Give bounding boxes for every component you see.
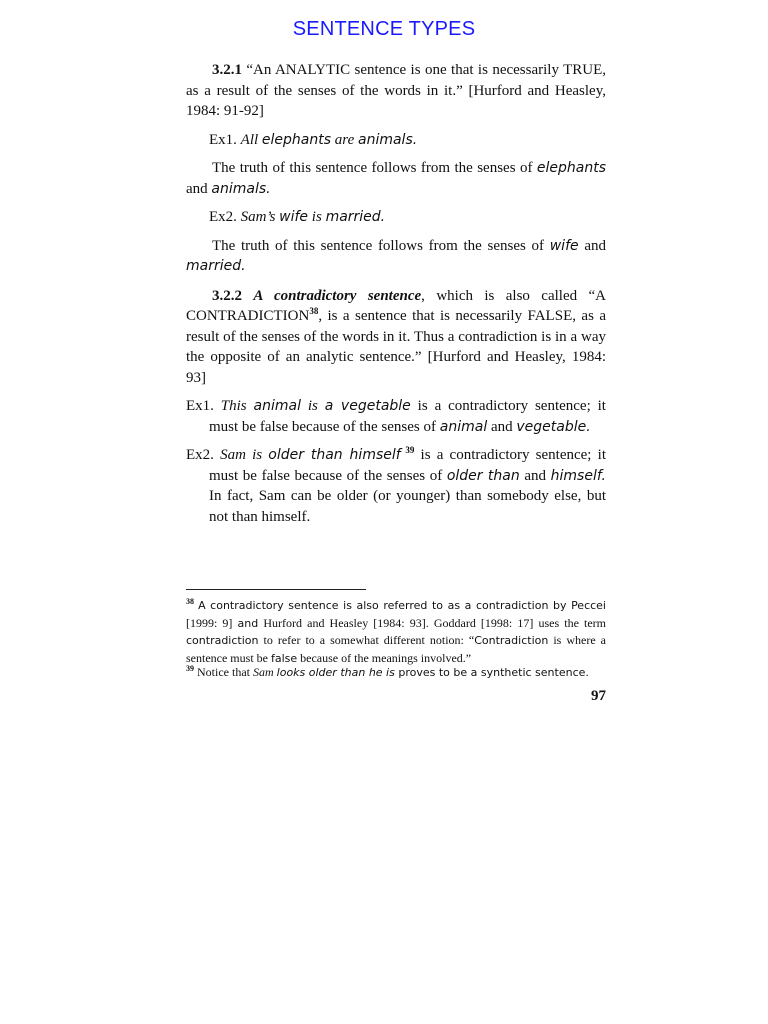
footnote-ref-38: 38	[309, 306, 319, 316]
example-1-contradiction	[186, 396, 606, 437]
footnote-text: A contradictory sentence	[198, 599, 339, 612]
paragraph-truth-2	[186, 236, 606, 277]
paragraph-text: and	[186, 180, 212, 197]
example-word: animal	[439, 418, 488, 435]
paragraph-text: , which is also called “A CONTRADICTION	[186, 287, 606, 324]
example-word: older than himself	[268, 447, 401, 463]
paragraph-text: is a contradictory sentence; it must be false because of the senses of	[209, 398, 606, 435]
example-word: animals.	[358, 131, 418, 148]
paragraph-truth-1	[186, 158, 606, 199]
footnote-text: to refer to a somewhat different notion: “	[258, 633, 475, 647]
footnote-text: synthetic sentence.	[480, 666, 589, 679]
footnote-text: by	[548, 599, 572, 612]
footnote-text: Sam	[252, 665, 277, 679]
example-word: Sam’s	[240, 209, 280, 225]
example-word: a vegetable	[324, 398, 411, 414]
footnote-number: 38	[186, 597, 194, 606]
paragraph-text: is a contradictory sentence; it must be false because of the senses of	[209, 447, 606, 484]
example-word: elephants	[536, 160, 606, 176]
paragraph-text: In fact, Sam can be older (or younger) than somebody else, but not than himself.	[209, 488, 606, 525]
main-text	[186, 60, 606, 527]
example-word: Sam is	[220, 447, 269, 463]
example-word: animal	[253, 398, 301, 414]
footnote-text: contradiction	[186, 634, 259, 647]
paragraph-3-2-2	[186, 286, 606, 389]
footnote-text: [1999: 9]	[186, 615, 238, 630]
example-label: Ex2.	[186, 447, 221, 463]
footnote-text: Peccei	[571, 599, 606, 612]
example-word: All	[240, 131, 262, 148]
footnote-number: 39	[186, 664, 194, 673]
example-word: older than	[446, 467, 520, 484]
example-word: married.	[186, 258, 246, 274]
example-1-analytic	[186, 130, 606, 151]
footnote-text: because of the meanings involved.”	[297, 650, 472, 665]
footnote-text: contradiction	[475, 599, 549, 612]
footnote-text: looks older than he is	[276, 666, 395, 679]
paragraph-text: The truth of this sentence follows from the senses of	[212, 160, 537, 176]
footnote-text: Contradiction	[474, 634, 549, 647]
footnote-text: Hurford and Heasley [1984: 93]. Goddard [1998: 17] uses the term	[258, 615, 606, 630]
example-word: are	[331, 131, 358, 148]
example-label: Ex1.	[209, 131, 241, 148]
footnote-text: false	[270, 651, 298, 665]
footnote-text: is where a sentence must be	[186, 633, 606, 665]
example-label: Ex1.	[186, 398, 221, 414]
footnote-text: proves to be a	[394, 666, 481, 679]
example-word: animals.	[211, 180, 271, 197]
section-number: 3.2.2	[212, 287, 242, 304]
example-2-analytic	[186, 207, 606, 228]
footnote-ref-39: 39	[400, 445, 415, 455]
example-word: is	[308, 209, 326, 225]
page-number: 97	[591, 688, 606, 704]
footnote-separator	[186, 589, 366, 590]
example-word: This	[220, 398, 254, 414]
example-word: wife	[549, 237, 579, 254]
paragraph-text: and	[578, 237, 606, 254]
example-word: wife	[279, 209, 309, 225]
example-2-contradiction	[186, 445, 606, 527]
footnote-text: is also referred to as a	[338, 599, 476, 612]
footnote-text: Notice that	[194, 665, 253, 679]
example-word: himself.	[550, 467, 606, 484]
page-title: SENTENCE TYPES	[292, 18, 476, 40]
example-word: vegetable.	[516, 418, 591, 435]
paragraph-3-2-1	[186, 60, 606, 122]
paragraph-text: “An ANALYTIC sentence is one that is necessarily TRUE, as a result of the senses of the words in it.” [Hurford and Heasley, 1984: 91-92]	[186, 62, 606, 119]
example-word: married.	[325, 209, 386, 225]
footnote-text: and	[237, 616, 259, 630]
footnote-39	[186, 664, 606, 682]
paragraph-text: and	[487, 418, 517, 435]
paragraph-text: and	[519, 467, 551, 484]
example-label: Ex2.	[209, 209, 241, 225]
paragraph-text: , is a sentence that is necessarily FALSE, as a result of the senses of the words in it. Thus a contradiction is in a way the opposite of an analytic sentence.” [Hurford and Heasley, 1984: 93]	[186, 308, 606, 386]
defined-term: A contradictory sentence	[253, 287, 422, 304]
section-number: 3.2.1	[212, 62, 242, 78]
example-word: is	[300, 398, 325, 414]
example-word: elephants	[261, 131, 332, 148]
footnote-38	[186, 597, 606, 667]
paragraph-text: The truth of this sentence follows from the senses of	[212, 237, 550, 254]
